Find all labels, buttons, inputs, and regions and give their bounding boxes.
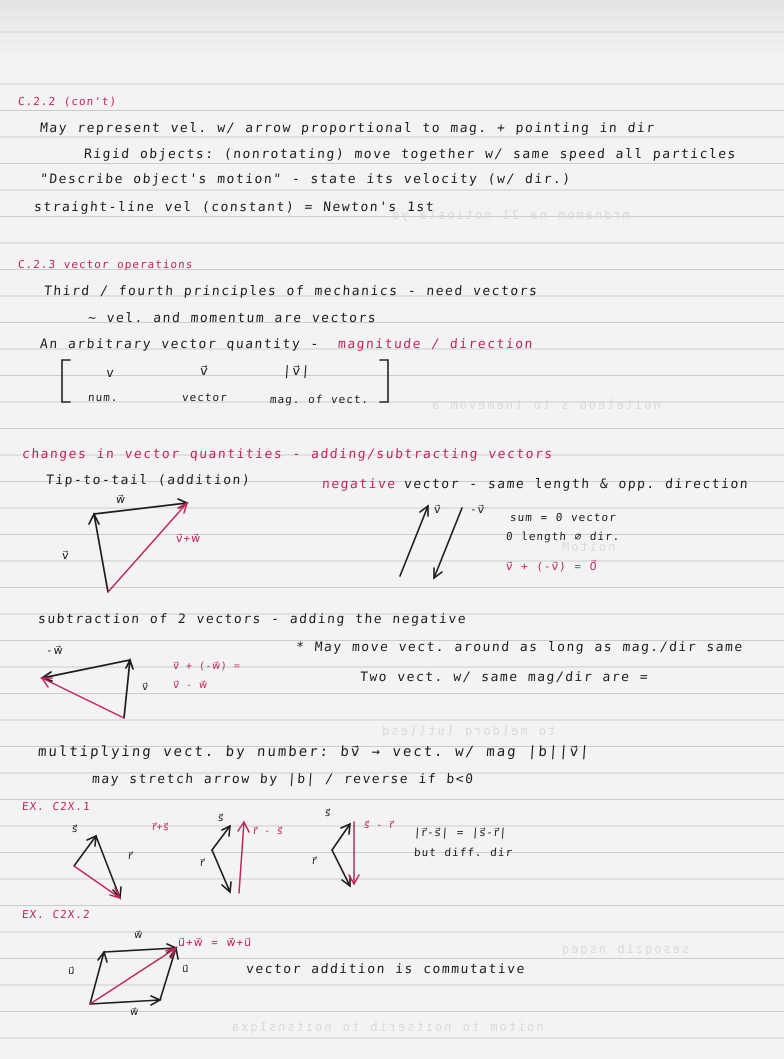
multiplying-vector-line: multiplying vect. by number: bv⃗ → vect. w/ mag |b||v⃗| (37, 744, 591, 760)
bleed-through-text: noitom to noitserib to noitsnsIqxa (230, 1020, 544, 1034)
negative-word: negative (321, 477, 398, 492)
note-line: Third / fourth principles of mechanics - need vectors (43, 284, 539, 299)
magnitude-equality-note: |r⃗-s⃗| = |s⃗-r⃗| (413, 826, 508, 839)
example-c2x2-heading: EX. C2X.2 (21, 908, 92, 921)
label-u-left: u⃗ (67, 966, 76, 977)
example-c2x1-heading: EX. C2X.1 (21, 800, 92, 813)
negative-vector-definition: vector - same length & opp. direction (403, 477, 750, 492)
label-v: v⃗ (61, 549, 70, 562)
label-neg-v: -v⃗ (469, 503, 486, 516)
bleed-through-text: sesoqzib nsqeq (560, 942, 690, 956)
label-u-right: u⃗ (181, 964, 190, 975)
scalar-label: num. (87, 391, 119, 404)
equal-vectors-note: Two vect. w/ same mag/dir are = (359, 670, 650, 685)
tip-to-tail-heading: Tip-to-tail (addition) (45, 473, 252, 488)
commutative-note: vector addition is commutative (245, 962, 527, 977)
v-minus-w-equation: v⃗ - w⃗ (172, 680, 209, 691)
commutative-equation: u⃗+w⃗ = w⃗+u⃗ (177, 936, 253, 949)
section-heading-c22: C.2.2 (con't) (17, 95, 118, 108)
label-s-minus-r: s⃗ - r⃗ (363, 820, 395, 831)
zero-length-text: 0 length ∅ dir. (505, 530, 621, 543)
note-line: straight-line vel (constant) = Newton's 1st (33, 200, 436, 215)
section-heading-c23: C.2.3 vector operations (17, 258, 194, 271)
label-v-plus-w: v⃗+w⃗ (175, 532, 202, 545)
label-r-c: r⃗ (311, 856, 318, 867)
stretch-arrow-line: may stretch arrow by |b| / reverse if b<0 (91, 772, 475, 787)
note-line: "Describe object's motion" - state its velocity (w/ dir.) (39, 172, 573, 187)
label-neg-w: -w⃗ (45, 644, 65, 657)
bleed-through-text: noitoM (560, 540, 616, 554)
label-w-bottom: w⃗ (129, 1007, 140, 1018)
section-heading-changes: changes in vector quantities - adding/subtracting vectors (21, 447, 555, 462)
label-v-sub: v⃗ (141, 682, 149, 693)
magnitude-symbol: |v⃗| (282, 364, 312, 379)
label-r-a: r⃗ (127, 851, 134, 862)
label-r-minus-s: r⃗ - s⃗ (252, 826, 284, 837)
scalar-symbol: v (105, 366, 116, 381)
vector-label: vector (181, 391, 229, 404)
bleed-through-text: to meldorq lutllesd (380, 724, 556, 738)
bleed-through-text: noiteleoo s to tnemevom a (430, 398, 661, 412)
magnitude-label: mag. of vect. (269, 393, 370, 406)
subtraction-heading: subtraction of 2 vectors - adding the negative (37, 612, 468, 627)
label-s-c: s⃗ (324, 808, 332, 819)
vector-symbol: v⃗ (199, 364, 210, 379)
label-pos-v: v⃗ (433, 503, 442, 516)
move-vector-note: * May move vect. around as long as mag./dir same (295, 640, 745, 655)
label-w-top: w⃗ (133, 930, 144, 941)
v-plus-neg-w-equation: v⃗ + (-w⃗) = (172, 661, 241, 672)
label-w: w⃗ (115, 493, 127, 506)
note-line: ~ vel. and momentum are vectors (87, 311, 378, 326)
zero-vector-equation: v⃗ + (-v⃗) = 0⃗ (505, 560, 599, 573)
label-r-b: r⃗ (199, 858, 206, 869)
label-s-a: s⃗ (71, 824, 79, 835)
bleed-through-text: mrdnamom na 21 notiosla yd (390, 208, 630, 222)
label-r-plus-s: r⃗+s⃗ (151, 822, 170, 833)
magnitude-direction-text: magnitude / direction (337, 337, 535, 352)
different-direction-note: but diff. dir (413, 846, 514, 859)
sum-zero-text: sum = 0 vector (509, 511, 618, 524)
label-s-b: s⃗ (217, 813, 225, 824)
note-line: May represent vel. w/ arrow proportional to mag. + pointing in dir (39, 121, 657, 136)
note-line: An arbitrary vector quantity - (39, 337, 321, 352)
note-line: Rigid objects: (nonrotating) move together w/ same speed all particles (83, 147, 738, 162)
